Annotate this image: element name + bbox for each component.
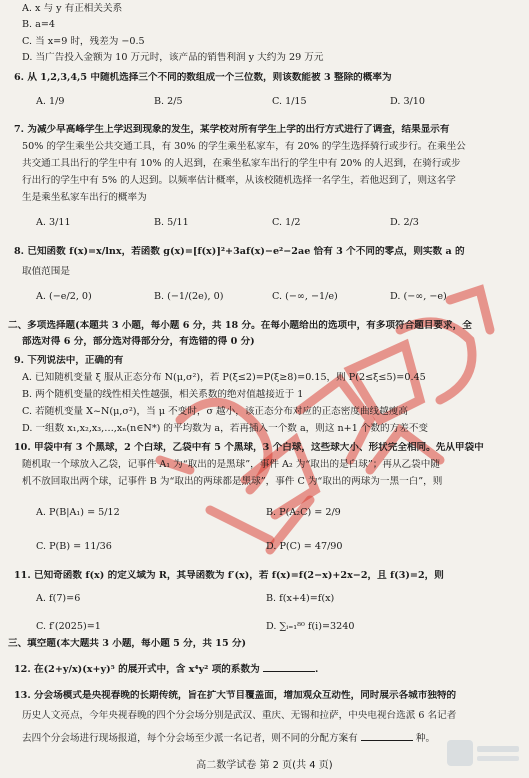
q10-option-d: D. P(C) = 47/90 [266,541,343,552]
q10-stem-3: 机不放回取出两个球，记事件 B 为“取出的两球都是黑球”，事件 C 为“取出的两球为一黑一白”，则 [22,476,443,487]
q12-answer-blank[interactable] [263,662,315,672]
q8-stem-1: 8. 已知函数 f(x)=x/lnx，若函数 g(x)=[f(x)]²+3af(x)−e²−2ae 恰有 3 个不同的零点，则实数 a 的 [14,246,465,257]
q7-stem-1: 7. 为减少早高峰学生上学迟到现象的发生，某学校对所有学生上学的出行方式进行了调查，结果显示有 [14,124,450,135]
q11-option-b: B. f(x+4)=f(x) [266,593,335,604]
q6-option-b: B. 2/5 [154,96,183,107]
q12-text: 12. 在(2+y/x)(x+y)⁵ 的展开式中，含 x⁴y² 项的系数为 [14,664,260,675]
q13-stem-1: 13. 分会场模式是央视春晚的长期传统，旨在扩大节目覆盖面，增加观众互动性，同时展示各城市独特的 [14,690,457,701]
q10-option-c: C. P(B) = 11/36 [36,541,112,552]
q6-option-c: C. 1/15 [272,96,307,107]
q10-options-row-1 [36,506,512,520]
q8-option-a: A. (−e/2, 0) [36,291,92,302]
q7-stem-4: 行出行的学生中有 5% 的人迟到。以频率估计概率，从该校随机选择一名学生，若他迟到了，则这名学 [22,175,456,186]
q11-options-row-1 [36,592,512,606]
q12-stem: 12. 在(2+y/x)(x+y)⁵ 的展开式中，含 x⁴y² 项的系数为 . [14,664,319,675]
q6-stem: 6. 从 1,2,3,4,5 中随机选择三个不同的数组成一个三位数，则该数能被 3 整除的概率为 [14,72,392,83]
q5-option-d: D. 当广告投入金额为 10 万元时，该产品的销售利润 y 大约为 29 万元 [22,52,324,63]
q7-stem-3: 共交通工具出行的学生中有 10% 的人迟到，在乘坐私家车出行的学生中有 20% 的人迟到，在骑行或步 [22,158,461,169]
q6-options [36,95,512,109]
q8-options [36,290,512,304]
section-2-heading-2: 部选对得 6 分，部分选对得部分分，有选错的得 0 分) [22,336,255,347]
q11-options-row-2 [36,620,512,634]
q13-answer-blank[interactable] [361,731,413,741]
q8-option-b: B. (−1/(2e), 0) [154,291,224,302]
q10-option-a: A. P(B|A₁) = 5/12 [36,507,120,518]
section-2-heading-1: 二、多项选择题(本题共 3 小题，每小题 6 分，共 18 分。在每小题给出的选项中，有多项符合题目要求，全 [8,320,472,331]
q7-option-a: A. 3/11 [36,217,71,228]
q13-stem-3 [22,731,512,745]
q7-stem-2: 50% 的学生乘坐公共交通工具，有 30% 的学生乘坐私家车，有 20% 的学生选择骑行或步行。在乘坐公 [22,141,466,152]
q9-stem: 9. 下列说法中，正确的有 [14,355,124,366]
q9-option-d: D. 一组数 x₁,x₂,x₃,…,xₙ(n∈N*) 的平均数为 a，若再插入一个数 a，则这 n+1 个数的方差不变 [22,423,429,434]
q7-option-b: B. 5/11 [154,217,189,228]
q7-options [36,216,512,230]
q11-option-a: A. f(7)=6 [36,593,81,604]
q9-option-a: A. 已知随机变量 ξ 服从正态分布 N(μ,σ²)，若 P(ξ≤2)=P(ξ≥8)=0.15，则 P(2≤ξ≤5)=0.45 [22,372,426,383]
q13-stem-2: 历史人文亮点，今年央视春晚的四个分会场分别是武汉、重庆、无锡和拉萨，中央电视台选派 6 名记者 [22,710,457,721]
q10-stem-2: 随机取一个球放入乙袋，记事件 A₁ 为“取出的是黑球”，事件 A₂ 为“取出的是白球”；再从乙袋中随 [22,459,440,470]
q7-option-c: C. 1/2 [272,217,301,228]
corner-logo-watermark [445,736,523,770]
q13-unit: 种。 [415,733,436,744]
q10-stem-1: 10. 甲袋中有 3 个黑球，2 个白球，乙袋中有 5 个黑球，3 个白球，这些球大小、形状完全相同。先从甲袋中 [14,442,484,453]
q9-option-c: C. 若随机变量 X~N(μ,σ²)，当 μ 不变时，σ 越小，该正态分布对应的正态密度曲线越瘦高 [22,406,408,417]
q10-option-b: B. P(A₂C) = 2/9 [266,507,341,518]
q5-option-c: C. 当 x=9 时，残差为 −0.5 [22,36,145,47]
q5-option-a: A. x 与 y 有正相关关系 [22,3,123,14]
q11-option-d: D. ∑ᵢ₌₁⁸⁰ f(i)=3240 [266,621,355,632]
q8-option-c: C. (−∞, −1/e) [272,291,338,302]
section-3-heading: 三、填空题(本大题共 3 小题，每小题 5 分，共 15 分) [8,638,247,649]
q6-option-d: D. 3/10 [390,96,425,107]
q10-options-row-2 [36,540,512,554]
q7-stem-5: 生是乘坐私家车出行的概率为 [22,192,147,203]
q8-option-d: D. (−∞, −e) [390,291,447,302]
q7-option-d: D. 2/3 [390,217,419,228]
q5-option-b: B. a=4 [22,19,56,30]
q9-option-b: B. 两个随机变量的线性相关性越强，相关系数的绝对值越接近于 1 [22,389,304,400]
q8-stem-2: 取值范围是 [22,266,70,277]
q11-option-c: C. f′(2025)=1 [36,621,101,632]
q11-stem: 11. 已知奇函数 f(x) 的定义域为 R，其导函数为 f′(x)，若 f(x)=f(2−x)+2x−2，且 f(3)=2，则 [14,570,444,581]
q6-option-a: A. 1/9 [36,96,65,107]
page-footer: 高二数学试卷 第 2 页(共 4 页) [196,760,333,771]
q13-text: 去四个分会场进行现场报道，每个分会场至少派一名记者，则不同的分配方案有 [22,733,358,744]
